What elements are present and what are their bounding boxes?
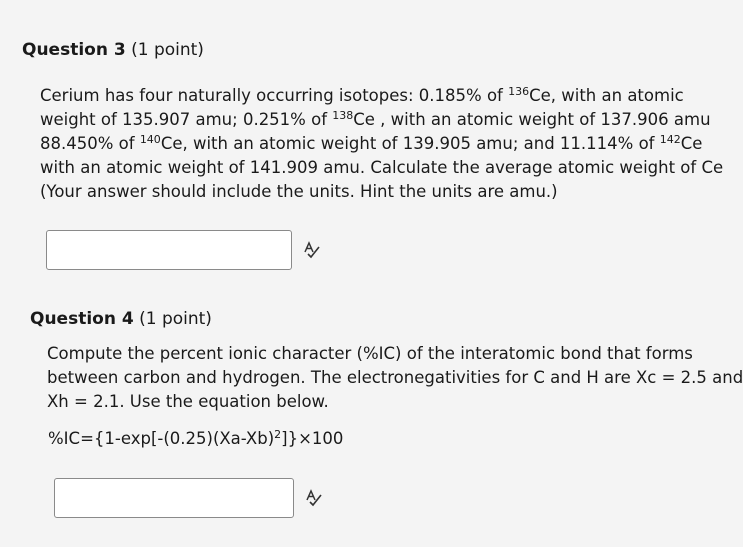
question-3-number: Question 3 [22, 40, 126, 60]
question-3-title [22, 40, 204, 60]
question-3-line-4: with an atomic weight of 141.909 amu. Calculate the average atomic weight of Ce [40, 158, 724, 177]
question-4-text [47, 342, 743, 414]
question-4-points: (1 point) [139, 309, 212, 329]
question-3-line-1: Cerium has four naturally occurring isotopes: 0.185% of $^{136}$Ce, with an atomic [40, 85, 684, 105]
question-3-line-3: 88.450% of $^{140}$Ce, with an atomic weight of 139.905 amu; and 11.114% of $^{142}$Ce [40, 133, 703, 153]
isotope-mass-140: 140 [139, 133, 161, 146]
ionic-character-equation: $\%IC=\{1-\exp[-(0.25)(Xa-Xb)^2]\}\times 100$ [48, 428, 344, 448]
isotope-mass-138: 138 [332, 109, 354, 122]
spellcheck-icon[interactable] [305, 490, 323, 506]
question-3-line-2: weight of 135.907 amu; 0.251% of $^{138}$Ce , with an atomic weight of 137.906 amu [40, 109, 711, 129]
isotope-mass-136: 136 [508, 85, 530, 98]
question-4-number: Question 4 [30, 309, 134, 329]
equation-exponent: 2 [274, 428, 282, 441]
spellcheck-icon[interactable] [303, 242, 321, 258]
question-4-line-1: Compute the percent ionic character (%IC) of the interatomic bond that forms [47, 344, 693, 363]
question-4-line-3: Xh = 2.1. Use the equation below. [47, 392, 329, 411]
question-4-line-2: between carbon and hydrogen. The electronegativities for C and H are Xc = 2.5 and [47, 368, 743, 387]
question-3-points: (1 point) [131, 40, 204, 60]
isotope-mass-142: 142 [659, 133, 681, 146]
question-4-answer-input[interactable] [54, 478, 294, 518]
question-3-answer-input[interactable] [46, 230, 292, 270]
question-3-text [40, 84, 723, 204]
question-3-line-5: (Your answer should include the units. Hint the units are amu.) [40, 182, 558, 201]
question-4-title [30, 309, 212, 329]
